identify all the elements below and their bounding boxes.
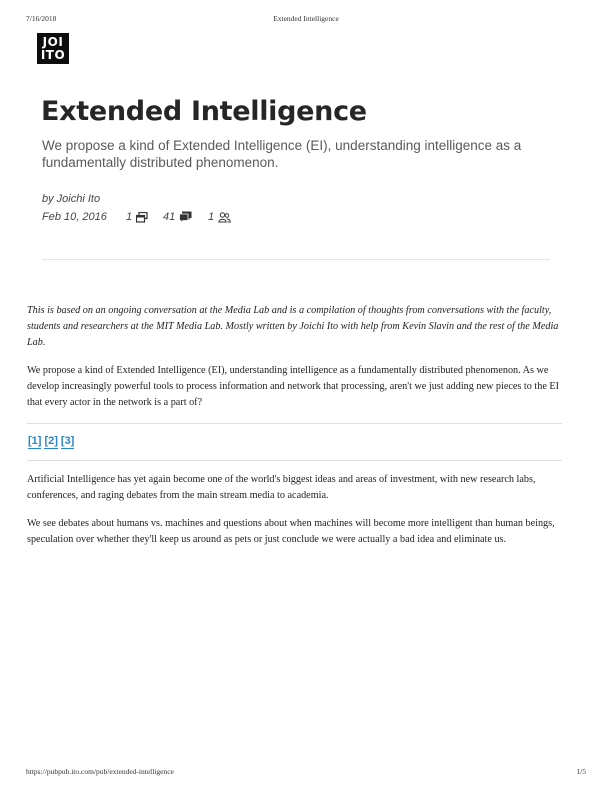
paragraph-2: Artificial Intelligence has yet again become one of the world's biggest ideas and areas of investment, with new research labs, conferences, and raging debates from the main stream media to academia. — [27, 474, 536, 501]
discussions-icon — [179, 211, 192, 223]
joi-ito-logo[interactable] — [37, 33, 69, 64]
print-footer — [0, 767, 612, 777]
paragraph-3: We see debates about humans vs. machines and questions about when machines will become more intelligent than human beings, speculation over whether they'll keep us around as pets or just conclude we were actually a bad idea and eliminate us. — [27, 518, 555, 545]
paragraph-1: We propose a kind of Extended Intelligence (EI), understanding intelligence as a fundamentally distributed phenomenon. As we develop increasingly powerful tools to process information and network that processing, aren't we just adding new pieces to the EI that every actor in the network is a part of? — [27, 365, 560, 408]
contributors-count: 1 — [208, 211, 215, 223]
discussions-indicator[interactable] — [163, 211, 192, 223]
reference-link-3[interactable]: [3] — [60, 435, 75, 447]
versions-icon — [136, 212, 148, 223]
discussions-count: 41 — [163, 211, 176, 223]
versions-count: 1 — [126, 211, 133, 223]
reference-link-1[interactable]: [1] — [28, 435, 42, 447]
contributors-indicator[interactable] — [208, 211, 231, 223]
print-date: 7/16/2018 — [26, 14, 57, 23]
header-divider — [42, 259, 550, 260]
versions-indicator[interactable] — [126, 211, 148, 223]
intro-note: This is based on an ongoing conversation at the Media Lab and is a compilation of thoughts from conversations with the faculty, students and researchers at the MIT Media Lab. Mostly written by Joichi Ito with help from Kevin Slavin and the rest of the Media Lab. — [27, 305, 559, 348]
logo-line-2: ITO — [40, 48, 66, 62]
references-divider-bottom — [27, 460, 562, 461]
print-page-number: 1/5 — [576, 767, 586, 776]
contributors-icon — [218, 212, 231, 223]
print-title: Extended Intelligence — [273, 14, 339, 23]
reference-link-2[interactable]: [2] — [44, 435, 58, 447]
references-divider-top — [27, 423, 562, 424]
page-title: Extended Intelligence — [41, 96, 367, 127]
print-header — [0, 14, 612, 24]
print-url[interactable]: https://pubpub.ito.com/pub/extended-intelligence — [26, 767, 174, 776]
logo-line-1: JOI — [42, 35, 64, 49]
page-subtitle: We propose a kind of Extended Intelligence (EI), understanding intelligence as a fundamentally distributed phenomenon. — [42, 138, 522, 170]
byline[interactable]: by Joichi Ito — [42, 193, 101, 205]
reference-links — [28, 435, 74, 449]
publish-date: Feb 10, 2016 — [42, 211, 107, 223]
